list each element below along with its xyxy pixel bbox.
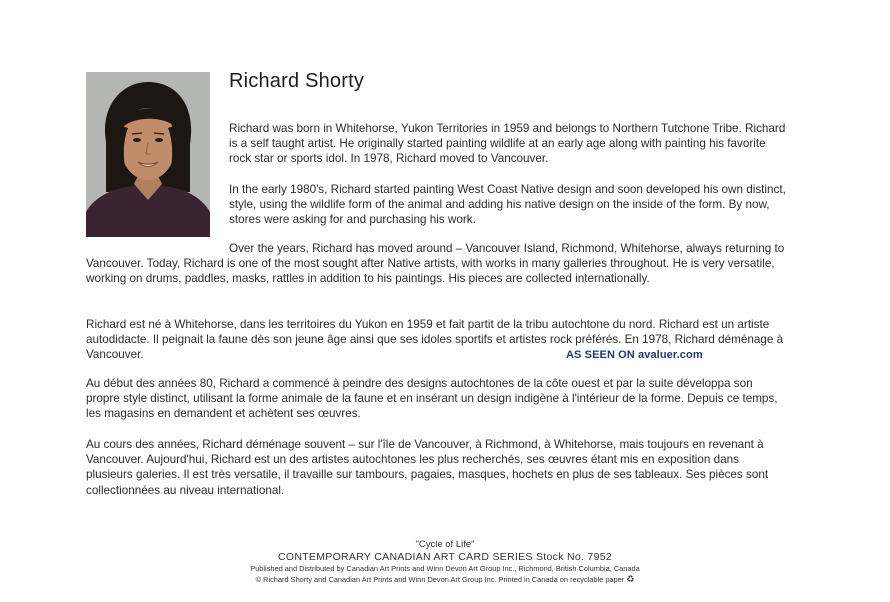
bio-paragraph-en-2: In the early 1980's, Richard started painting West Coast Native design and soon developed his own distinct, style, using the wildlife form of the animal and adding his native design on the inside of the form. By now, stores were asking for and purchasing his work. [229,183,786,227]
bio-paragraph-fr-3: Au cours des années, Richard déménage souvent – sur l'île de Vancouver, à Richmond, à Whitehorse, mais toujours en revenant à Vancouver. Aujourd'hui, Richard est un des artistes autochtones les plus recherchés, ses œuvres étant mis en exposition dans plusieurs galeries. Il est très versatile, il travaille sur tambours, pagaies, masques, hochets en plus de ses tableaux. Ses pièces sont collectionnées au niveau international. [86,438,769,497]
copyright-text: © Richard Shorty and Canadian Art Prints and Winn Devon Art Group Inc. Printed in Canada on recyclable paper [255,575,625,584]
card-footer [150,539,740,585]
series-and-stock: CONTEMPORARY CANADIAN ART CARD SERIES Stock No. 7952 [277,551,612,563]
bio-paragraph-fr-1: Richard est né à Whitehorse, dans les territoires du Yukon en 1959 et fait partit de la tribu autochtone du nord. Richard est un artiste autodidacte. Il peignait la faune dès son jeune âge ainsi que ses idoles sportifs et artistes rock préférés. En 1978, Richard déménage à Vancouver. [86,318,784,362]
publisher-line: Published and Distributed by Canadian Art Prints and Winn Devon Art Group Inc., Richmond, British Columbia, Canada [250,564,640,573]
watermark-text: AS SEEN ON avaluer.com [566,349,703,361]
bio-paragraph-en-1: Richard was born in Whitehorse, Yukon Territories in 1959 and belongs to Northern Tutchone Tribe. Richard is a self taught artist. He originally started painting wildlife at an early age along with painting his favorite rock star or sports idol. In 1978, Richard moved to Vancouver. [229,122,786,166]
bio-paragraph-en-3: Over the years, Richard has moved around – Vancouver Island, Richmond, Whitehorse, always returning to Vancouver. Today, Richard is one of the most sought after Native artists, with works in many galleries throughout. He is very versatile, working on drums, paddles, masks, rattles in addition to his paintings. His pieces are collected internationally. [86,242,785,286]
portrait-illustration [86,72,210,237]
bio-paragraph-fr-2: Au début des années 80, Richard a commencé à peindre des designs autochtones de la côte ouest et par la suite développa son propre style distinct, utilisant la forme animale de la faune et en insérant un design indigène à l'intérieur de la forme. Depuis ce temps, les magasins en demandent et achètent ses œuvres. [86,377,778,421]
artist-name-heading: Richard Shorty [229,70,365,92]
artist-portrait-photo [86,72,210,237]
copyright-line [150,574,740,585]
recycle-icon: ♻ [626,574,635,584]
artwork-title: "Cycle of Life" [415,539,475,550]
